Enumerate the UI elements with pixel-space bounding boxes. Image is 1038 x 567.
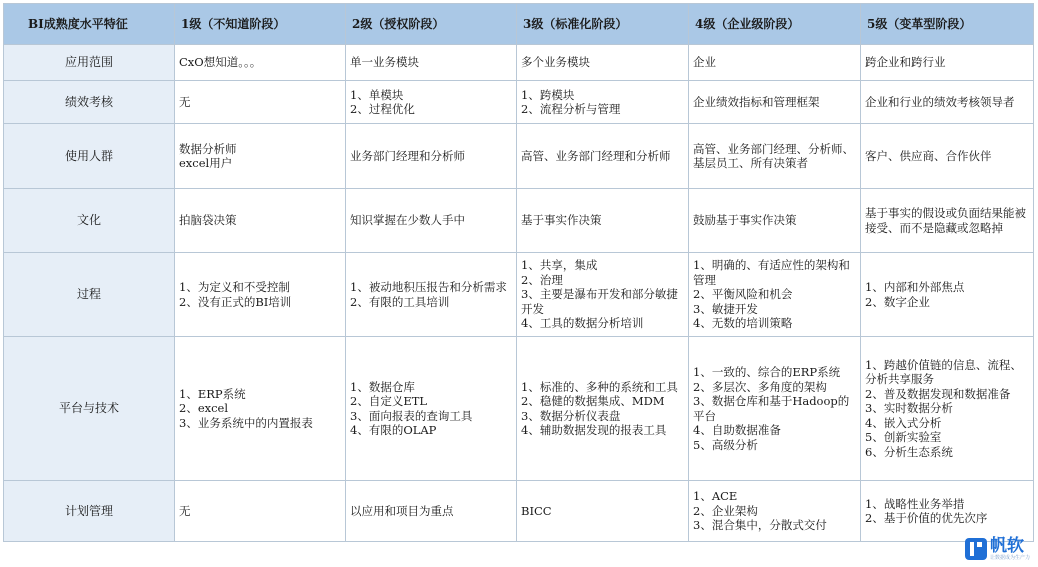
table-cell-level-5: [861, 481, 1034, 542]
cell-line: 2、excel: [179, 401, 229, 416]
table-cell-level-3: [517, 81, 689, 124]
cell-line: 3、数据仓库和基于Hadoop的平台: [693, 394, 850, 423]
header-cell-feature: BI成熟度水平特征: [4, 4, 175, 45]
cell-line: 数据分析师: [179, 141, 237, 156]
row-label: 文化: [4, 189, 175, 253]
header-cell-level-5: 5级（变革型阶段）: [861, 4, 1034, 45]
cell-line: 高管、业务部门经理和分析师: [521, 148, 671, 163]
header-cell-level-1: 1级（不知道阶段）: [175, 4, 346, 45]
table-cell-level-4: [689, 189, 861, 253]
cell-line: 6、分析生态系统: [865, 444, 953, 459]
table-cell-level-2: [346, 45, 517, 81]
table-cell-level-1: [175, 189, 346, 253]
row-label: 应用范围: [4, 45, 175, 81]
cell-line: 企业和行业的绩效考核领导者: [865, 94, 1015, 109]
cell-line: 基于事实的假设或负面结果能被接受、而不是隐藏或忽略掉: [865, 206, 1026, 235]
cell-line: 1、标准的、多种的系统和工具: [521, 379, 678, 394]
cell-line: 无: [179, 503, 191, 518]
cell-line: 2、平衡风险和机会: [693, 287, 793, 302]
cell-line: 1、战略性业务举措: [865, 496, 965, 511]
cell-line: 1、ERP系统: [179, 386, 246, 401]
logo-text: 帆软: [989, 536, 1024, 556]
cell-line: 客户、供应商、合作伙伴: [865, 148, 992, 163]
maturity-table-container: [3, 3, 1033, 542]
bi-maturity-table: [3, 3, 1034, 542]
table-cell-level-4: [689, 253, 861, 337]
table-cell-level-4: [689, 45, 861, 81]
cell-line: 高管、业务部门经理、分析师、基层员工、所有决策者: [693, 141, 854, 170]
table-cell-level-1: [175, 45, 346, 81]
cell-line: 2、稳健的数据集成、MDM: [521, 394, 665, 408]
table-cell-level-1: [175, 337, 346, 481]
cell-line: 2、基于价值的优先次序: [865, 511, 988, 525]
table-cell-level-3: [517, 481, 689, 542]
cell-line: 企业绩效指标和管理框架: [693, 94, 820, 109]
row-label: 绩效考核: [4, 81, 175, 124]
table-cell-level-3: [517, 253, 689, 337]
cell-line: 1、被动地积压报告和分析需求: [350, 280, 507, 294]
fanruan-logo-icon: [965, 538, 987, 560]
cell-line: 1、数据仓库: [350, 379, 415, 394]
row-label: 计划管理: [4, 481, 175, 542]
cell-line: 2、企业架构: [693, 503, 758, 518]
table-cell-level-5: [861, 253, 1034, 337]
table-cell-level-4: [689, 81, 861, 124]
cell-line: 企业: [693, 55, 716, 70]
table-cell-level-2: [346, 189, 517, 253]
table-row: [4, 481, 1034, 542]
cell-line: 以应用和项目为重点: [350, 503, 454, 518]
logo-subtext: 让数据成为生产力: [989, 555, 1030, 561]
cell-line: 多个业务模块: [521, 55, 590, 70]
cell-line: 1、单模块: [350, 87, 404, 102]
cell-line: 2、自定义ETL: [350, 394, 428, 408]
table-cell-level-3: [517, 124, 689, 189]
row-label: 使用人群: [4, 124, 175, 189]
cell-line: 2、数字企业: [865, 294, 930, 309]
table-cell-level-5: [861, 81, 1034, 124]
table-row: [4, 81, 1034, 124]
table-cell-level-4: [689, 124, 861, 189]
table-row: [4, 189, 1034, 253]
cell-line: 4、无数的培训策略: [693, 316, 793, 331]
cell-line: 1、跨模块: [521, 87, 575, 102]
cell-line: 知识掌握在少数人手中: [350, 213, 465, 228]
header-row: [4, 4, 1034, 45]
cell-line: 拍脑袋决策: [179, 213, 237, 228]
cell-line: 3、实时数据分析: [865, 401, 953, 416]
header-cell-level-4: 4级（企业级阶段）: [689, 4, 861, 45]
cell-line: 4、自助数据准备: [693, 423, 781, 437]
cell-line: 3、面向报表的查询工具: [350, 408, 473, 423]
cell-line: 2、治理: [521, 272, 563, 287]
cell-line: 单一业务模块: [350, 55, 419, 70]
row-label: 平台与技术: [4, 337, 175, 481]
cell-line: 鼓励基于事实作决策: [693, 213, 797, 228]
table-body: [4, 45, 1034, 542]
cell-line: CxO想知道。。。: [179, 55, 262, 70]
cell-line: 3、敏捷开发: [693, 301, 758, 316]
table-cell-level-1: [175, 81, 346, 124]
cell-line: 1、共享，集成: [521, 258, 598, 273]
table-row: [4, 124, 1034, 189]
table-cell-level-5: [861, 45, 1034, 81]
cell-line: 基于事实作决策: [521, 213, 602, 228]
cell-line: 1、一致的、综合的ERP系统: [693, 365, 841, 379]
cell-line: excel用户: [179, 156, 233, 170]
header-cell-level-2: 2级（授权阶段）: [346, 4, 517, 45]
cell-line: 2、流程分析与管理: [521, 102, 621, 116]
table-cell-level-4: [689, 337, 861, 481]
cell-line: 2、多层次、多角度的架构: [693, 379, 827, 394]
cell-line: 3、业务系统中的内置报表: [179, 415, 313, 430]
cell-line: 2、没有正式的BI培训: [179, 294, 292, 309]
table-cell-level-3: [517, 189, 689, 253]
table-cell-level-5: [861, 337, 1034, 481]
cell-line: 4、嵌入式分析: [865, 415, 942, 430]
cell-line: 4、工具的数据分析培训: [521, 316, 644, 331]
table-cell-level-2: [346, 81, 517, 124]
cell-line: 4、辅助数据发现的报表工具: [521, 423, 667, 437]
table-cell-level-2: [346, 124, 517, 189]
table-cell-level-1: [175, 253, 346, 337]
table-cell-level-1: [175, 124, 346, 189]
table-row: [4, 45, 1034, 81]
cell-line: 1、为定义和不受控制: [179, 280, 290, 294]
cell-line: BICC: [521, 503, 552, 518]
cell-line: 2、有限的工具培训: [350, 294, 450, 309]
cell-line: 无: [179, 94, 191, 109]
table-cell-level-2: [346, 337, 517, 481]
cell-line: 1、明确的、有适应性的架构和管理: [693, 258, 850, 287]
cell-line: 2、普及数据发现和数据准备: [865, 386, 1011, 401]
table-cell-level-5: [861, 189, 1034, 253]
table-cell-level-1: [175, 481, 346, 542]
table-cell-level-2: [346, 253, 517, 337]
cell-line: 5、高级分析: [693, 437, 758, 452]
table-cell-level-3: [517, 45, 689, 81]
cell-line: 1、ACE: [693, 489, 738, 504]
cell-line: 2、过程优化: [350, 102, 415, 116]
cell-line: 业务部门经理和分析师: [350, 148, 465, 163]
cell-line: 3、数据分析仪表盘: [521, 408, 621, 423]
cell-line: 跨企业和跨行业: [865, 55, 946, 70]
table-row: [4, 337, 1034, 481]
cell-line: 4、有限的OLAP: [350, 423, 437, 437]
cell-line: 3、混合集中，分散式交付: [693, 518, 827, 533]
cell-line: 3、主要是瀑布开发和部分敏捷开发: [521, 287, 678, 316]
table-cell-level-4: [689, 481, 861, 542]
cell-line: 1、内部和外部焦点: [865, 280, 965, 294]
table-cell-level-5: [861, 124, 1034, 189]
table-cell-level-2: [346, 481, 517, 542]
cell-line: 1、跨越价值链的信息、流程、分析共享服务: [865, 357, 1022, 387]
row-label: 过程: [4, 253, 175, 337]
table-cell-level-3: [517, 337, 689, 481]
table-row: [4, 253, 1034, 337]
cell-line: 5、创新实验室: [865, 430, 942, 445]
header-cell-level-3: 3级（标准化阶段）: [517, 4, 689, 45]
fanruan-logo: [965, 537, 1030, 561]
